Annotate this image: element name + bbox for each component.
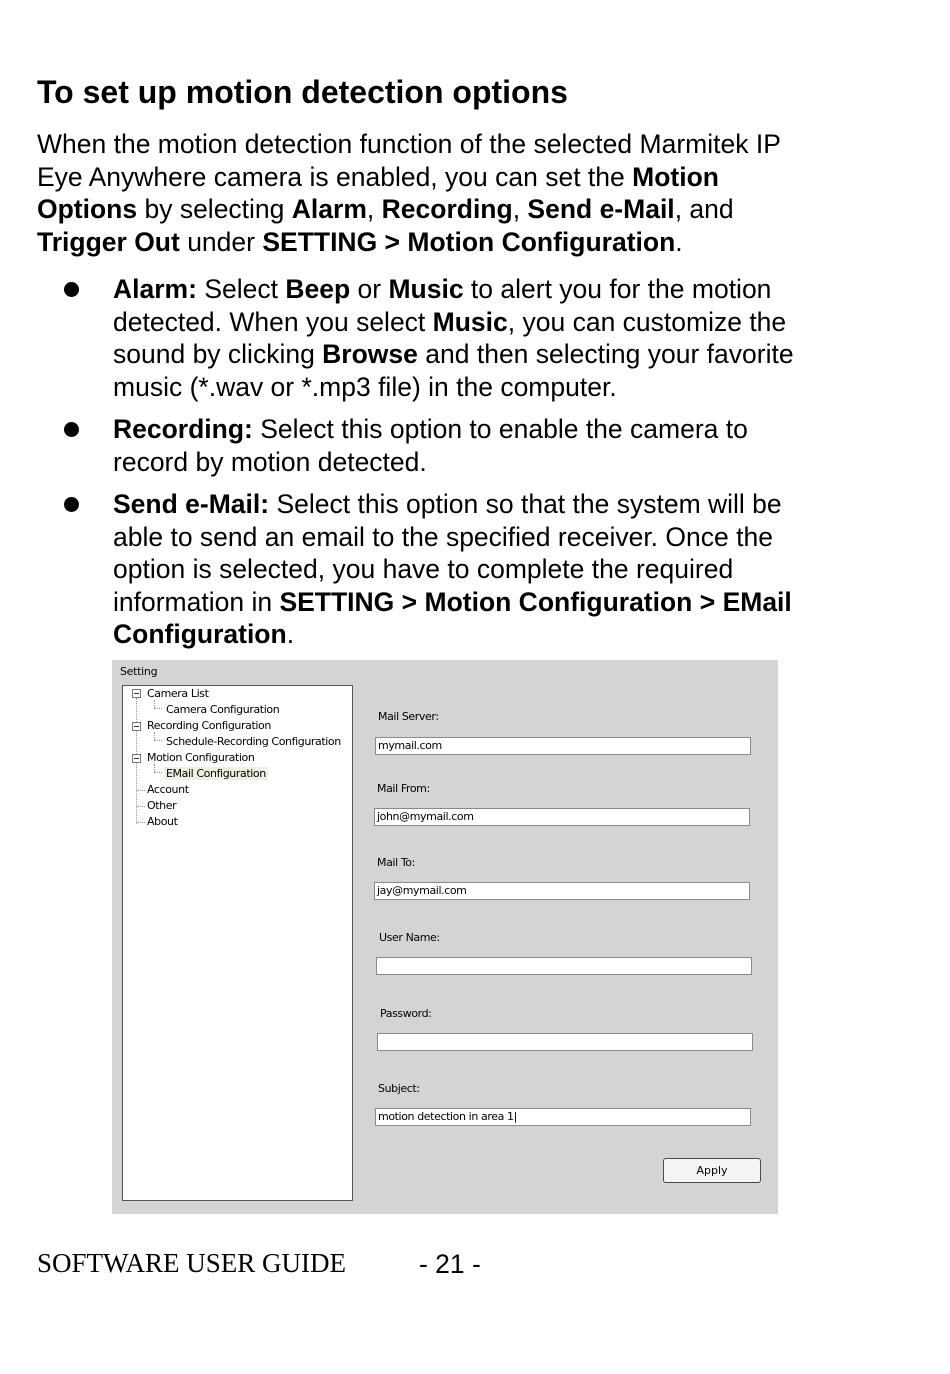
tree-connector xyxy=(154,708,162,709)
intro-bold: SETTING > Motion Configuration xyxy=(262,226,676,257)
tree-item-camera-list[interactable]: Camera List xyxy=(147,687,209,700)
intro-bold: Trigger Out xyxy=(37,226,180,257)
tree-connector xyxy=(154,700,155,708)
mail-to-label: Mail To: xyxy=(377,856,415,869)
footer-guide-title: SOFTWARE USER GUIDE xyxy=(37,1248,347,1278)
tree-item-account[interactable]: Account xyxy=(147,783,189,796)
mail-server-label: Mail Server: xyxy=(378,710,439,723)
bullet-bold: Music xyxy=(388,274,464,304)
bullet-bold: Music xyxy=(432,306,508,337)
tree-connector xyxy=(137,806,145,807)
tree-connector xyxy=(154,764,155,772)
bullet-recording xyxy=(113,413,933,478)
page-number: - 21 - xyxy=(419,1249,481,1279)
intro-bold: Alarm xyxy=(291,194,367,224)
intro-text: by selecting xyxy=(137,194,292,224)
settings-window-title: Setting xyxy=(120,665,158,678)
bullet-dot xyxy=(64,497,79,512)
subject-input[interactable]: motion detection in area 1| xyxy=(375,1108,751,1126)
bullet-term: Send e-Mail: xyxy=(113,489,270,519)
bullet-text: record by motion detected. xyxy=(113,446,427,477)
bullet-bold: SETTING > Motion Configuration > EMail xyxy=(279,586,792,617)
apply-button[interactable]: Apply xyxy=(663,1158,761,1183)
bullet-bold: Browse xyxy=(322,339,418,369)
password-label: Password: xyxy=(380,1007,432,1020)
bullet-text: information in xyxy=(113,586,280,617)
user-name-label: User Name: xyxy=(379,931,440,944)
tree-connector xyxy=(137,790,145,791)
mail-to-input[interactable]: jay@mymail.com xyxy=(374,882,750,900)
tree-connector xyxy=(154,772,162,773)
bullet-text: music (*.wav or *.mp3 file) in the computer. xyxy=(113,371,617,402)
bullet-term: Alarm: xyxy=(113,274,197,304)
settings-tree[interactable] xyxy=(122,685,353,1201)
tree-item-other[interactable]: Other xyxy=(147,799,177,812)
tree-connector xyxy=(137,822,145,823)
collapse-icon[interactable] xyxy=(132,722,141,731)
user-name-input[interactable] xyxy=(376,957,752,975)
password-input[interactable] xyxy=(377,1033,753,1051)
intro-bold: Recording xyxy=(381,194,513,224)
collapse-icon[interactable] xyxy=(132,754,141,763)
intro-text: , xyxy=(366,194,382,224)
intro-bold: Motion xyxy=(632,161,719,192)
mail-from-label: Mail From: xyxy=(377,782,430,795)
bullet-text: and then selecting your favorite xyxy=(417,339,794,369)
mail-server-input[interactable]: mymail.com xyxy=(375,737,751,755)
tree-item-camera-configuration[interactable]: Camera Configuration xyxy=(166,703,280,716)
intro-text: under xyxy=(179,226,263,257)
tree-item-schedule-recording[interactable]: Schedule-Recording Configuration xyxy=(166,735,341,748)
section-heading: To set up motion detection options xyxy=(37,74,568,110)
intro-bold: Send e-Mail xyxy=(527,194,675,224)
bullet-text: option is selected, you have to complete the required xyxy=(113,554,734,584)
settings-screenshot xyxy=(112,660,778,1214)
intro-text: , and xyxy=(674,194,734,224)
bullet-text: . xyxy=(286,619,295,649)
tree-item-email-configuration[interactable]: EMail Configuration xyxy=(166,767,266,780)
tree-connector xyxy=(154,740,162,741)
bullet-text: Select this option to enable the camera to xyxy=(252,414,748,444)
bullet-text: detected. When you select xyxy=(113,306,433,337)
bullet-dot xyxy=(64,422,79,437)
bullet-text: Select xyxy=(196,274,286,304)
tree-connector xyxy=(154,732,155,740)
bullet-bold: Configuration xyxy=(113,619,287,649)
bullet-text: sound by clicking xyxy=(113,339,323,369)
bullet-send-email xyxy=(113,488,933,651)
bullet-text: able to send an email to the specified receiver. Once the xyxy=(113,521,773,552)
bullet-alarm xyxy=(113,273,933,403)
bullet-dot xyxy=(64,282,79,297)
intro-line-1: When the motion detection function of the selected Marmitek IP xyxy=(37,129,781,159)
tree-item-about[interactable]: About xyxy=(147,815,178,828)
collapse-icon[interactable] xyxy=(132,689,141,698)
bullet-text: or xyxy=(350,274,389,304)
intro-text: . xyxy=(675,226,683,257)
intro-bold: Options xyxy=(37,194,138,224)
bullet-term: Recording: xyxy=(113,414,253,444)
subject-label: Subject: xyxy=(378,1082,420,1095)
bullet-text: to alert you for the motion xyxy=(463,274,772,304)
bullet-text: Select this option so that the system will be xyxy=(269,489,782,519)
bullet-text: , you can customize the xyxy=(507,306,787,337)
intro-text: , xyxy=(512,194,528,224)
tree-item-recording-configuration[interactable]: Recording Configuration xyxy=(147,719,271,732)
intro-paragraph xyxy=(37,128,917,258)
tree-item-motion-configuration[interactable]: Motion Configuration xyxy=(147,751,255,764)
mail-from-input[interactable]: john@mymail.com xyxy=(374,808,750,826)
intro-text: Eye Anywhere camera is enabled, you can set the xyxy=(37,161,633,192)
bullet-bold: Beep xyxy=(285,274,351,304)
